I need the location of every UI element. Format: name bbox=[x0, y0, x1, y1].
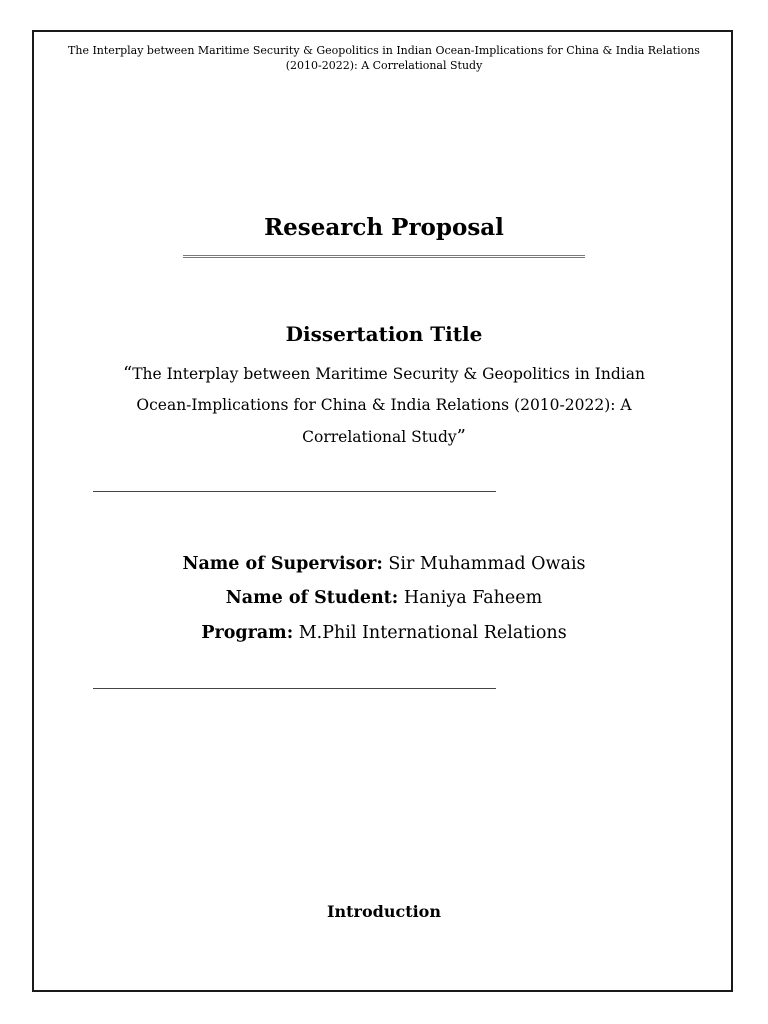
page-title: Research Proposal bbox=[264, 214, 504, 241]
close-quote: ” bbox=[456, 426, 466, 447]
student-line bbox=[0, 586, 768, 610]
running-header: The Interplay between Maritime Security & Geopolitics in Indian Ocean-Implications for China & India Relations (2010-2022): A Correlational Study bbox=[68, 44, 700, 72]
supervisor-name: Sir Muhammad Owais bbox=[388, 554, 586, 574]
introduction-heading: Introduction bbox=[327, 902, 441, 921]
dissertation-title bbox=[100, 358, 668, 453]
program-label: Program: bbox=[201, 623, 294, 643]
dissertation-title-text: The Interplay between Maritime Security & Geopolitics in Indian Ocean-Implications for China & India Relations (2010-2022): A Correlational Study bbox=[132, 365, 645, 446]
section-divider-upper bbox=[93, 491, 496, 492]
program-name: M.Phil International Relations bbox=[298, 623, 567, 643]
title-divider bbox=[183, 255, 585, 258]
open-quote: “ bbox=[123, 363, 133, 384]
supervisor-label: Name of Supervisor: bbox=[182, 554, 383, 574]
page-border bbox=[32, 30, 733, 992]
dissertation-title-label: Dissertation Title bbox=[285, 322, 483, 346]
supervisor-line bbox=[0, 552, 768, 576]
student-label: Name of Student: bbox=[225, 588, 399, 608]
section-divider-lower bbox=[93, 688, 496, 689]
program-line bbox=[0, 621, 768, 645]
student-name: Haniya Faheem bbox=[403, 588, 543, 608]
